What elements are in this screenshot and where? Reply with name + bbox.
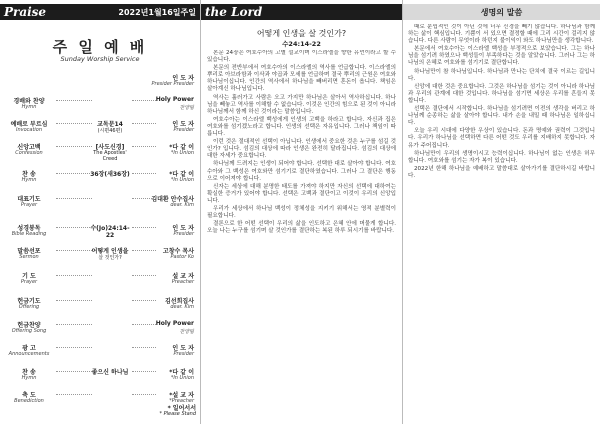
stand-note: * 일어서서 [167,405,196,412]
dotted-leader [132,198,156,199]
order-item-leader: Holy Power [155,96,194,103]
order-item-leader-en: Preacher [171,279,194,285]
order-item-leader: 김대환 안수집사 [151,196,194,203]
order-item-leader-en: 찬양팀 [179,105,194,111]
order-item-detail: 어떻게 인생을 [91,248,129,255]
word-title: 생명의 말씀 [480,8,523,17]
paragraph: 본문에서 여호수아는 이스라엘 백성을 부정적으로 보았습니다. 그는 하나님을 섬기려 하였으나 백성들이 부족하다는 것을 알았습니다. 그러나 그는 하나님의 은혜로 여호와를 섬기기로 결단합니다. [408,46,595,67]
order-item-leader-en: dear. Kim [170,202,194,208]
dotted-leader [132,394,156,395]
order-item-leader: 고창수 목사 [162,248,194,255]
order-item-leader-en: Presider Presider [151,81,194,87]
dotted-leader [56,100,92,101]
dotted-leader [56,250,92,251]
order-row [4,194,196,210]
order-item-detail-2: The Apostles' Creed [93,150,127,162]
paragraph: 본문의 전반부에서 여호수아의 이스라엘의 역사를 언급합니다. 이스라엘의 뿌리로 아브라함과 이삭과 야곱과 모세를 언급하며 결국 뿌리의 근원은 여호와 하나님이십니다. 인간의 역사에서 하나님을 빼버리면 혼돈이 옵니다. 책임은 살아계신 하나님입니다. [207,65,396,93]
dotted-leader [132,347,156,348]
order-item-detail: [사도신경] [95,144,125,151]
order-item-ko: 광 고 [22,345,36,352]
order-item-ko: 대표기도 [17,196,41,203]
order-row [4,119,196,135]
order-item-leader-en: Presider [173,231,194,237]
order-item-leader-en: *In Union [170,177,194,183]
order-item-en: Announcements [8,351,50,357]
paragraph: 하나님만이 참 하나님입니다. 하나님과 만나는 단치에 결국 이르는 길입니다. [408,68,595,82]
lord-header [201,4,402,20]
order-row [4,296,196,312]
dotted-leader [56,173,92,174]
paragraph: 하나님만이 우리의 생명이시고 능력이십니다. 하나님이 없는 인생은 허무합니다. 여호와를 섬기는 자가 복이 있습니다. [408,150,595,164]
order-item-detail: 36장(새36장) [90,171,130,178]
order-item-leader: *설 교 자 [169,392,194,399]
paragraph: 오늘 우리 시대에 다양한 우상이 있습니다. 돈과 명예와 권력이 그것입니다. 우리가 하나님을 선택하면 다른 어떤 것도 우리를 지배하지 못합니다. 자유가 주어집니다. [408,128,595,149]
order-item-leader-en: 찬양팀 [179,329,194,335]
order-item-ko: 신앙고백 [17,144,41,151]
order-item-leader-en: dear. Kim [170,304,194,310]
paragraph: 신앙에 대한 것은 중요합니다. 그것은 하나님을 섬기는 것이 아니라 하나님과 우리의 관계에 대한 것입니다. 하나님을 섬기면 세상은 우리를 흔들지 못합니다. [408,83,595,104]
order-item-en: Hymn [21,375,37,381]
order-item-leader-en: Pastor Ko [170,254,194,260]
order-row [4,169,196,185]
order-item-ko: 헌금찬양 [17,322,41,329]
dotted-leader [56,123,92,124]
order-item-detail: 수(Jo)24:14-22 [90,225,130,239]
paragraph: 2022년 한해 하나님을 예배하고 말씀대로 살아가기를 결단하시길 바랍니다. [408,165,595,179]
service-date: 2022년1월16일주일 [118,8,196,17]
paragraph: 결론으로 한 어떤 선택이 우리의 삶을 인도하고 은혜 안에 머물게 합니다. 오늘 나는 누구를 섬기며 살 것인가를 결단하는 복된 하루 되시기를 바랍니다. [207,221,396,235]
order-row [4,320,196,336]
order-item-en: Offering Song [11,328,47,334]
paragraph: 신자는 세상에 대해 분명한 태도를 가져야 하지만 자신의 선택에 대하여는 확실한 증거가 있어야 합니다. 선택은 고백과 결단이고 이것이 우리의 신앙입니다. [207,183,396,204]
order-row [4,246,196,262]
praise-header [0,4,200,20]
order-item-en: Prayer [20,279,38,285]
worship-order-panel [0,0,201,424]
order-item-detail-2: (시편46편) [97,128,123,134]
order-item-leader: 인 도 자 [172,121,194,128]
order-item-en: Confession [15,150,43,156]
sermon-panel [201,0,403,424]
lord-title: the Lord [205,5,263,19]
order-item-leader-en: *Preacher [169,398,194,404]
order-item-leader-en: Presider [173,127,194,133]
order-item-leader-en: Presider [173,351,194,357]
dotted-leader [132,275,156,276]
paragraph: 선택은 결단에서 시작합니다. 하나님을 섬기려면 이전의 생각을 버리고 하나님께 순종하는 삶을 살아야 합니다. 내가 손을 내밀 때 하나님은 일하십니다. [408,106,595,127]
praise-title: Praise [4,5,47,19]
paragraph: 하나님께 드려지는 인생이 되어야 합니다. 선택한 대로 살아야 합니다. 여호수아와 그 백성은 여호와만 섬기기로 결단하였습니다. 그러나 그 결단은 행동으로 이어져야 합니다. [207,161,396,182]
order-item-ko: 말씀선포 [17,248,41,255]
order-item-detail: 교독문14 [97,121,123,128]
word-body [408,24,595,420]
dotted-leader [132,227,156,228]
order-item-leader: 인 도 자 [172,225,194,232]
paragraph: 역사는 흘러가고 사람은 오고 가지만 하나님은 살아서 역사하십니다. 하나님을 빼놓고 역사를 이해할 수 없습니다. 이것은 인간의 힘으로 된 것이 아니라 하나님께서 함께 하신 것이라는 말씀입니다. [207,94,396,115]
order-item-leader: 김선희집사 [165,298,194,305]
order-item-detail-2: 살 것인가? [98,255,122,261]
order-row [4,73,196,89]
worship-title: 주 일 예 배 [52,38,148,56]
paragraph: 여호수아는 이스라엘 백성에게 인생의 고백을 하라고 합니다. 자신과 집은 여호와를 섬기겠노라고 합니다. 인생의 선택은 자유입니다. 그러나 책임이 따릅니다. [207,116,396,138]
stand-note-en: * Please Stand [159,411,196,417]
dotted-leader [132,324,156,325]
order-item-ko: 찬 송 [22,369,36,376]
order-item-en: Invocation [15,127,43,133]
order-item-en: Offering [18,304,40,310]
dotted-leader [56,324,92,325]
order-item-leader: *다 같 이 [169,171,194,178]
order-item-leader: *다 같 이 [169,369,194,376]
sermon-body [207,50,396,420]
order-item-leader: 인 도 자 [172,75,194,82]
sermon-reference: 수24:14-22 [282,40,321,48]
order-item-ko: 찬 송 [22,171,36,178]
order-item-leader-en: *In Union [170,150,194,156]
order-item-detail: 좋으신 하나님 [91,369,129,376]
paragraph: 본문 24장은 여호수아의 고별 설교이며 이스라엘을 향한 유언이라고 할 수 있습니다. [207,50,396,64]
order-row [4,271,196,287]
order-item-leader: Holy Power [155,320,194,327]
order-row [4,142,196,162]
dotted-leader [132,123,156,124]
dotted-leader [132,371,156,372]
word-panel [403,0,600,424]
order-row [4,223,196,239]
order-row [4,96,196,112]
order-item-leader: 설 교 자 [172,273,194,280]
order-item-en: Hymn [21,104,37,110]
order-item-ko: 성경봉독 [17,225,41,232]
dotted-leader [56,347,92,348]
dotted-leader [132,100,156,101]
paragraph: 이런 것은 절대적인 선택이 아닙니다. 인생에서 중요한 것은 누구를 섬길 것인가? 입니다. 섬김의 대상에 따라 인생은 완전히 달라집니다. 섬김의 대상에 대한 자세가 중요합니다. [207,139,396,160]
order-item-en: Prayer [20,202,38,208]
order-item-leader: 인 도 자 [172,345,194,352]
order-item-ko: 기 도 [22,273,36,280]
dotted-leader [56,300,92,301]
paragraph: 우리가 세상에서 하나님 백성이 정체성을 지키기 위해서는 영적 분별력이 필요합니다. [207,205,396,220]
order-row [4,343,196,359]
dotted-leader [132,146,156,147]
paragraph: 때로 분립적인 것이 아닌 것에 너무 신경을 빼기 않습니다. 하나님과 함께 하는 삶이 핵심입니다. 기쁨이 서 있으면 결정할 때에 그리 시간이 걸리지 않습니다. 다른 사람이 무엇이라 하던지 불이익이 와도 하나님만을 생각합니다. [408,24,595,45]
order-item-leader-en: *In Union [170,375,194,381]
dotted-leader [56,198,92,199]
order-item-leader: *다 같 이 [169,144,194,151]
order-item-ko: 예배로 부르심 [10,121,48,128]
dotted-leader [56,146,92,147]
dotted-leader [56,371,92,372]
dotted-leader [56,394,92,395]
order-item-en: Bible Reading [11,231,47,237]
order-item-en: Benediction [14,398,44,404]
order-item-ko: 경배와 찬양 [13,98,45,105]
sermon-title: 어떻게 인생을 살 것인가? [256,29,347,38]
dotted-leader [56,275,92,276]
order-item-ko: 헌금기도 [17,298,41,305]
dotted-leader [132,300,156,301]
order-row [4,367,196,383]
order-item-en: Hymn [21,177,37,183]
worship-subtitle: Sunday Worship Service [60,55,140,63]
dotted-leader [132,173,156,174]
dotted-leader [132,250,156,251]
order-item-en: Sermon [19,254,39,260]
dotted-leader [56,227,92,228]
order-item-ko: 축 도 [22,392,36,399]
word-header [403,4,600,20]
